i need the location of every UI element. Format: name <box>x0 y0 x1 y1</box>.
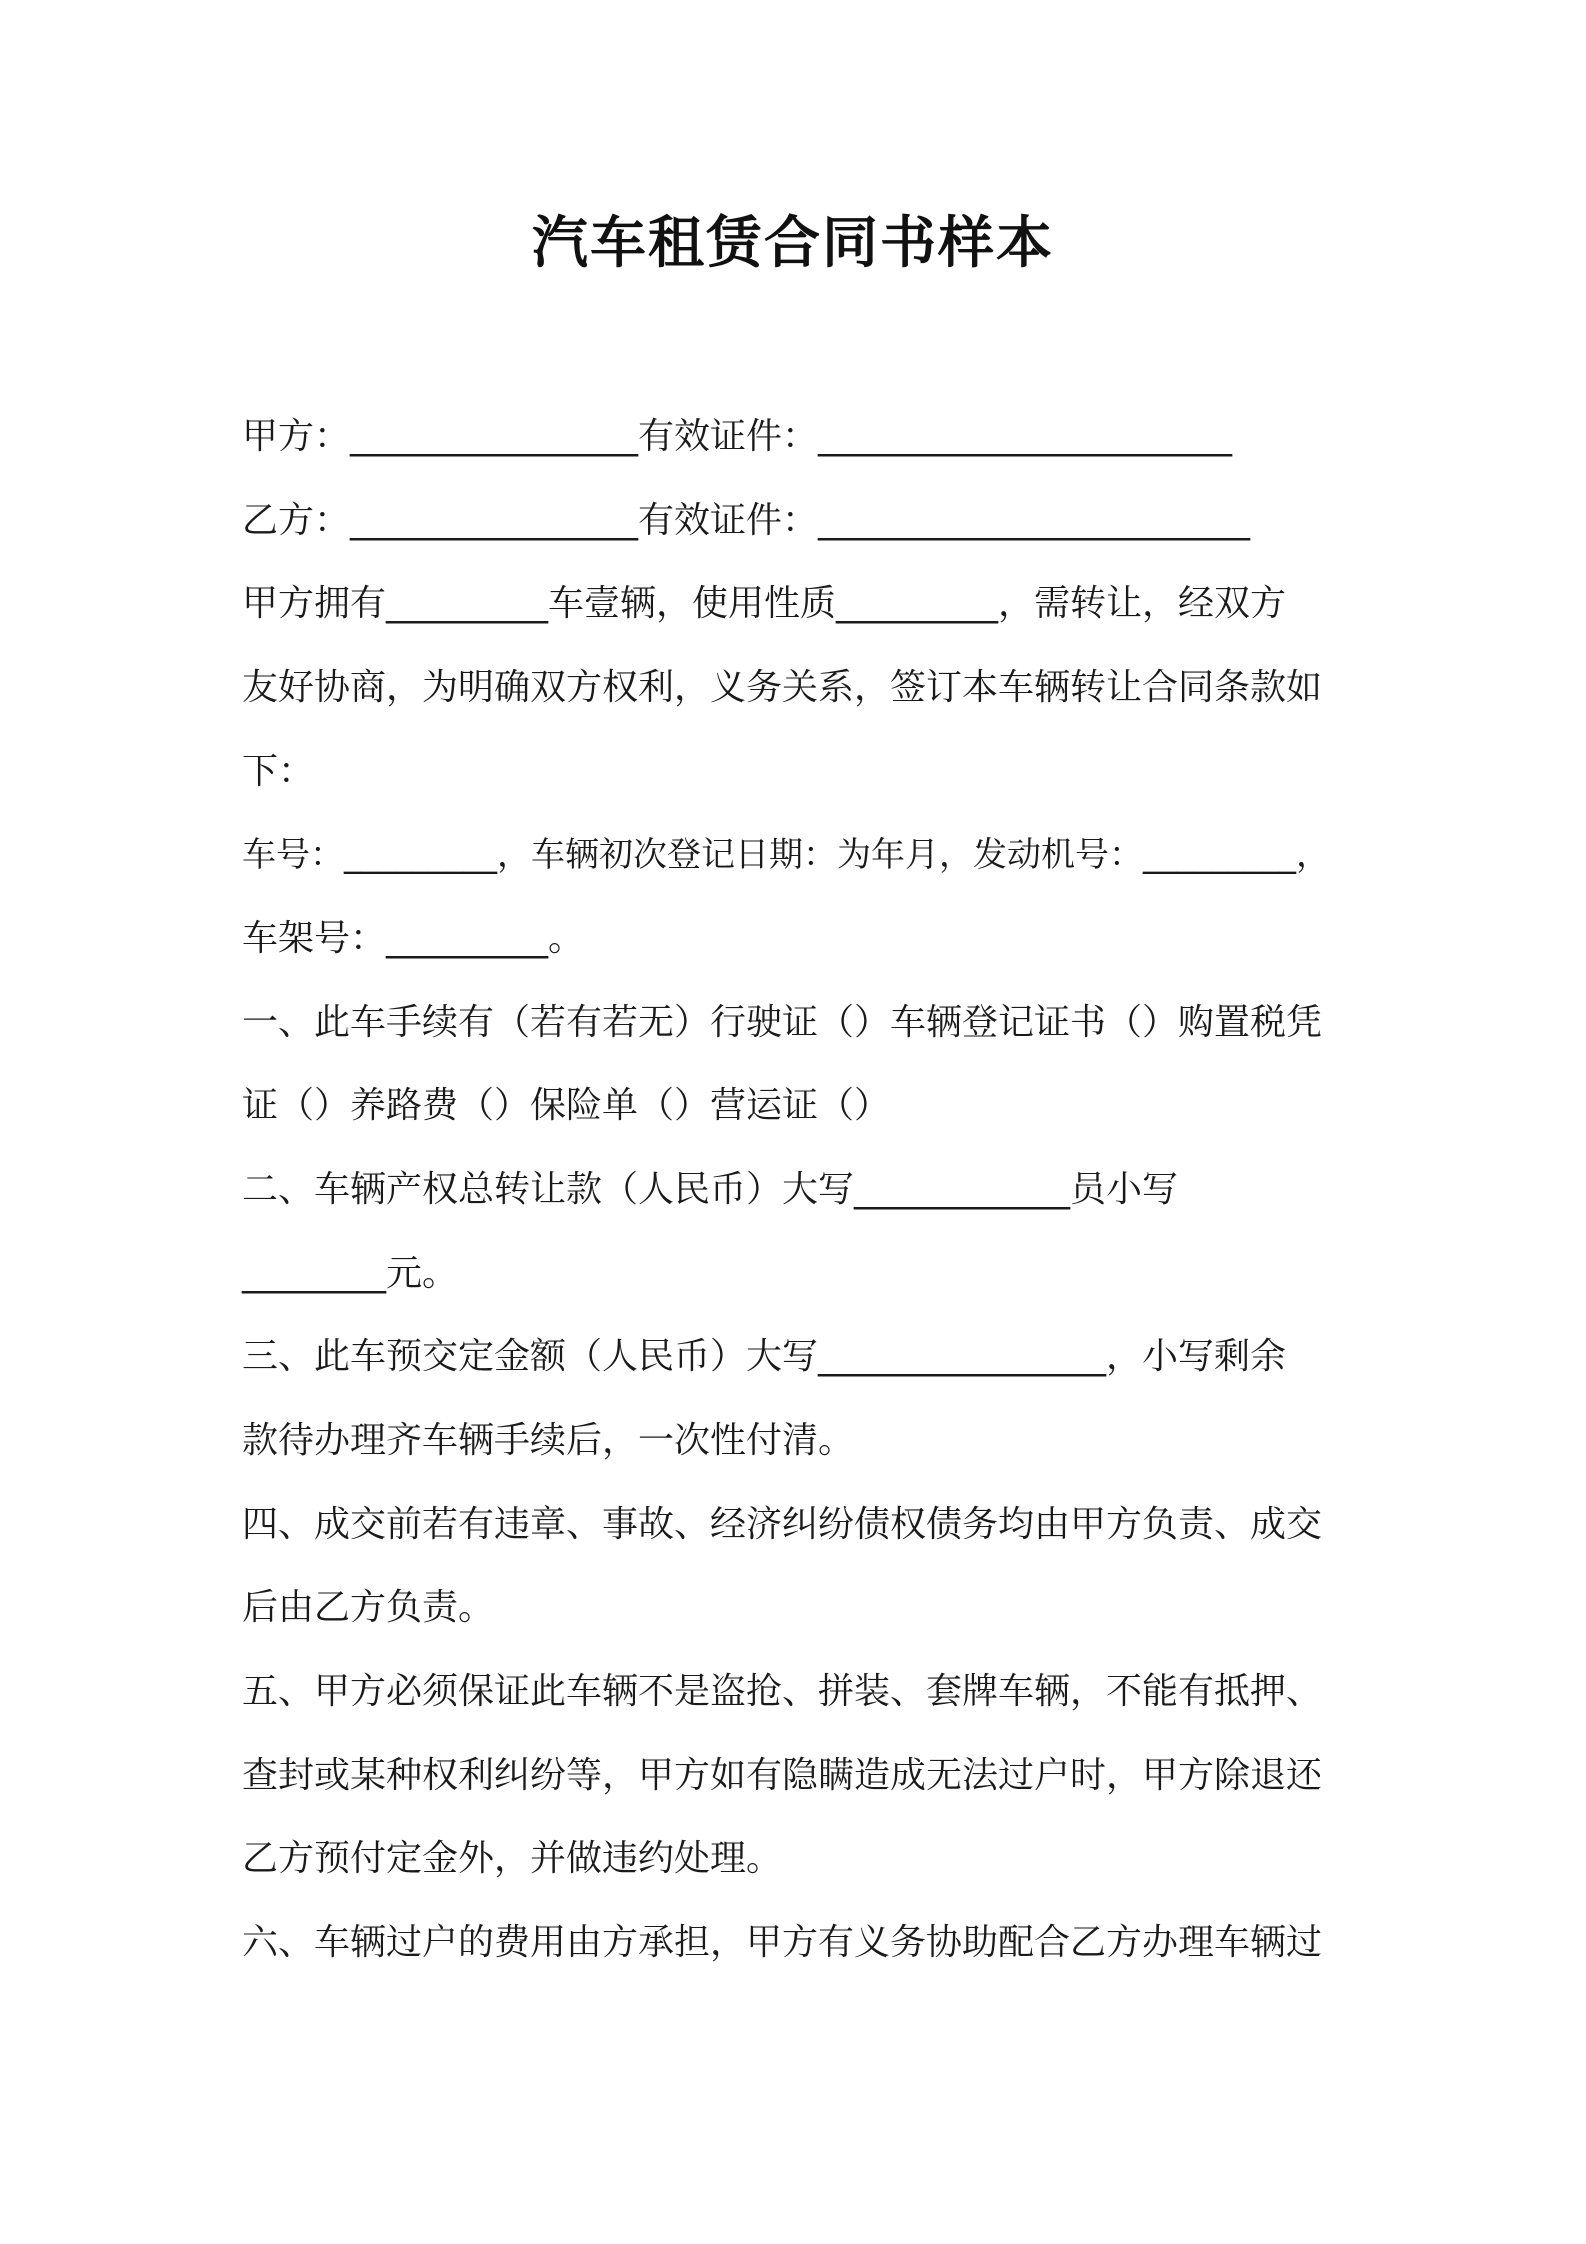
intro-line-3: 下： <box>242 751 315 792</box>
party-a-line: 甲方：________________有效证件：_______________________ <box>242 416 1233 457</box>
party-b-line: 乙方：________________有效证件：________________________ <box>242 500 1251 541</box>
clause-5-line-1: 五、甲方必须保证此车辆不是盗抢、拼装、套牌车辆，不能有抵押、 <box>242 1671 1323 1712</box>
clause-1-line-1: 一、此车手续有（若有若无）行驶证（）车辆登记证书（）购置税凭 <box>242 1002 1323 1043</box>
clause-5-line-2: 查封或某种权利纠纷等，甲方如有隐瞒造成无法过户时，甲方除退还 <box>242 1755 1323 1796</box>
clause-3-line-1: 三、此车预交定金额（人民币）大写________________，小写剩余 <box>242 1336 1287 1377</box>
vehicle-info-line-1: 车号：_________，车辆初次登记日期：为年月，发动机号：_________， <box>242 835 1330 875</box>
clause-5-line-3: 乙方预付定金外，并做违约处理。 <box>242 1838 783 1879</box>
clause-2-line-2: ________元。 <box>242 1253 459 1294</box>
clause-4-line-2: 后由乙方负责。 <box>242 1587 495 1628</box>
vehicle-info-line-2: 车架号：_________。 <box>242 918 585 959</box>
intro-line-1: 甲方拥有_________车壹辆，使用性质_________，需转让，经双方 <box>242 583 1287 624</box>
clause-4-line-1: 四、成交前若有违章、事故、经济纠纷债权债务均由甲方负责、成交 <box>242 1504 1323 1545</box>
intro-line-2: 友好协商，为明确双方权利，义务关系，签订本车辆转让合同条款如 <box>242 667 1323 708</box>
clause-1-line-2: 证（）养路费（）保险单（）营运证（） <box>242 1085 891 1126</box>
clause-3-line-2: 款待办理齐车辆手续后，一次性付清。 <box>242 1420 855 1461</box>
document-title: 汽车租赁合同书样本 <box>532 211 1054 276</box>
clause-2-line-1: 二、车辆产权总转让款（人民币）大写____________员小写 <box>242 1169 1179 1210</box>
clause-6-line-1: 六、车辆过户的费用由方承担，甲方有义务协助配合乙方办理车辆过 <box>242 1922 1323 1963</box>
